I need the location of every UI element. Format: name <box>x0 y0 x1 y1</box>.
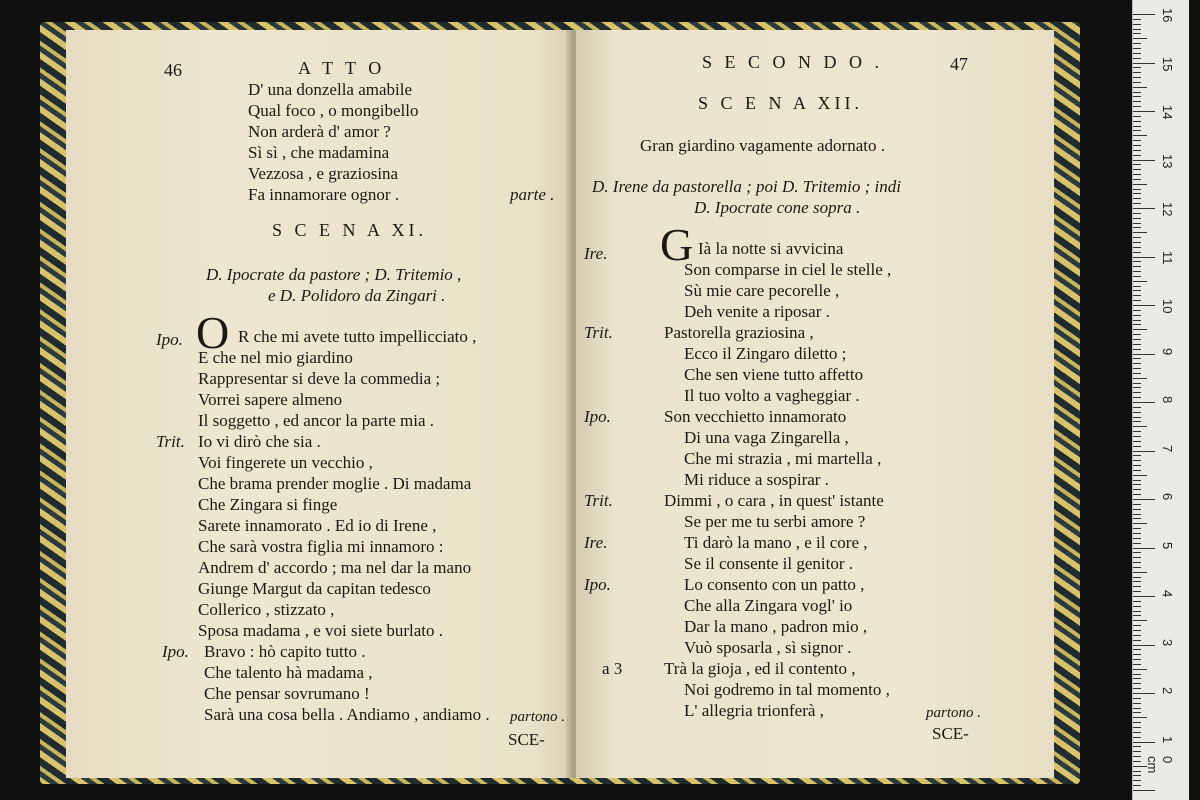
verse-line: Vuò sposarla , sì signor . <box>684 638 852 657</box>
ruler-tick <box>1133 19 1141 20</box>
ruler-tick <box>1133 518 1141 519</box>
verse-line: Deh venite a riposar . <box>684 302 830 321</box>
ruler-tick <box>1133 562 1141 563</box>
ruler-tick <box>1133 577 1141 578</box>
verse-line: Vorrei sapere almeno <box>198 390 343 409</box>
ruler-tick <box>1133 775 1141 776</box>
ruler-tick <box>1133 722 1141 723</box>
ruler-number: 9 <box>1160 347 1175 355</box>
verse-line: Trà la gioja , ed il contento , <box>664 659 856 678</box>
ruler-tick <box>1133 645 1155 646</box>
verse-line: Il soggetto , ed ancor la parte mia . <box>198 411 435 430</box>
ruler-tick <box>1133 591 1141 592</box>
ruler-tick <box>1133 247 1141 248</box>
scene-setting: D. Ipocrate da pastore ; D. Tritemio , <box>206 265 462 284</box>
ruler-tick <box>1133 441 1141 442</box>
ruler-tick <box>1133 155 1141 156</box>
stage-direction: partono . <box>510 709 566 725</box>
ruler-unit: 0 cm <box>1145 756 1175 774</box>
ruler-tick <box>1133 48 1141 49</box>
ruler-number: 6 <box>1160 493 1175 501</box>
ruler-tick <box>1133 179 1141 180</box>
ruler-tick <box>1133 242 1141 243</box>
ruler-tick <box>1133 455 1141 456</box>
scene-title: S C E N A XI. <box>272 220 428 240</box>
right-page <box>576 30 1054 778</box>
ruler-tick <box>1133 174 1141 175</box>
ruler-tick <box>1133 218 1141 219</box>
ruler-tick <box>1133 746 1141 747</box>
ruler-number: 7 <box>1160 444 1175 452</box>
ruler-tick <box>1133 101 1141 102</box>
ruler-tick <box>1133 276 1141 277</box>
verse-line: Ti darò la mano , e il core , <box>684 533 868 552</box>
ruler-tick <box>1133 470 1141 471</box>
ruler-tick <box>1133 358 1141 359</box>
scene-title: S C E N A XII. <box>698 93 864 113</box>
ruler-tick <box>1133 213 1141 214</box>
scene-setting: e D. Polidoro da Zingari . <box>268 286 446 305</box>
verse-line: Vezzosa , e graziosina <box>248 164 399 183</box>
left-page <box>66 30 572 778</box>
ruler-tick <box>1133 305 1155 306</box>
ruler-tick <box>1133 465 1141 466</box>
ruler-tick <box>1133 397 1141 398</box>
ruler-tick <box>1133 261 1141 262</box>
speaker-label: Ipo. <box>584 575 611 594</box>
ruler-tick <box>1133 121 1141 122</box>
ruler-tick <box>1133 339 1141 340</box>
verse-line: Bravo : hò capito tutto . <box>204 642 366 661</box>
ruler-tick <box>1133 378 1147 379</box>
verse-line: R che mi avete tutto impellicciato , <box>238 327 477 346</box>
ruler-tick <box>1133 509 1141 510</box>
ruler-tick <box>1133 87 1147 88</box>
ruler-tick <box>1133 111 1155 112</box>
ruler-tick <box>1133 387 1141 388</box>
ruler-tick <box>1133 727 1141 728</box>
ruler-tick <box>1133 324 1141 325</box>
ruler-tick <box>1133 630 1141 631</box>
verse-line: Dar la mano , padron mio , <box>684 617 868 636</box>
ruler-tick <box>1133 368 1141 369</box>
verse-line: D' una donzella amabile <box>248 80 413 99</box>
verse-line: Dimmi , o cara , in quest' istante <box>664 491 884 510</box>
ruler-tick <box>1133 354 1155 355</box>
ruler-tick <box>1133 756 1141 757</box>
ruler-tick <box>1133 552 1141 553</box>
ruler-tick <box>1133 499 1155 500</box>
ruler-tick <box>1133 601 1141 602</box>
verse-line: Se il consente il genitor . <box>684 554 854 573</box>
ruler-tick <box>1133 82 1141 83</box>
ruler-tick <box>1133 421 1141 422</box>
ruler-tick <box>1133 586 1141 587</box>
ruler-tick <box>1133 548 1155 549</box>
verse-line: Mi riduce a sospirar . <box>684 470 829 489</box>
verse-line: Sarete innamorato . Ed io di Irene , <box>198 516 437 535</box>
ruler-tick <box>1133 494 1141 495</box>
ruler-tick <box>1133 475 1147 476</box>
ruler-tick <box>1133 674 1141 675</box>
ruler-tick <box>1133 693 1155 694</box>
ruler-tick <box>1133 189 1141 190</box>
speaker-label: Ipo. <box>156 330 183 349</box>
ruler-tick <box>1133 140 1141 141</box>
ruler-tick <box>1133 407 1141 408</box>
ruler-tick <box>1133 43 1141 44</box>
ruler-tick <box>1133 514 1141 515</box>
ruler-number: 4 <box>1160 590 1175 598</box>
scene-setting: D. Ipocrate cone sopra . <box>694 198 861 217</box>
ruler-tick <box>1133 198 1141 199</box>
ruler-tick <box>1133 611 1141 612</box>
ruler-tick <box>1133 252 1141 253</box>
ruler-number: 2 <box>1160 687 1175 695</box>
ruler-tick <box>1133 160 1155 161</box>
verse-line: Son comparse in ciel le stelle , <box>684 260 892 279</box>
verse-line: Che talento hà madama , <box>204 663 373 682</box>
ruler-tick <box>1133 678 1141 679</box>
verse-line: E che nel mio giardino <box>198 348 353 367</box>
ruler-tick <box>1133 732 1141 733</box>
speaker-label: Ipo. <box>584 407 611 426</box>
ruler-tick <box>1133 480 1141 481</box>
ruler-tick <box>1133 484 1141 485</box>
ruler-tick <box>1133 581 1141 582</box>
ruler-tick <box>1133 683 1141 684</box>
ruler-tick <box>1133 77 1141 78</box>
page-number: 46 <box>164 60 182 80</box>
verse-line: Andrem d' accordo ; ma nel dar la mano <box>198 558 472 577</box>
ruler-tick <box>1133 24 1141 25</box>
ruler-tick <box>1133 635 1141 636</box>
verse-line: Son vecchietto innamorato <box>664 407 847 426</box>
ruler-tick <box>1133 126 1141 127</box>
ruler-tick <box>1133 669 1147 670</box>
ruler-tick <box>1133 286 1141 287</box>
ruler-tick <box>1133 281 1147 282</box>
ruler-tick <box>1133 290 1141 291</box>
ruler-tick <box>1133 436 1141 437</box>
catchword: SCE- <box>508 730 545 749</box>
running-head: A T T O <box>298 58 386 78</box>
stage-direction: parte . <box>510 185 555 204</box>
ruler-tick <box>1133 698 1141 699</box>
ruler-tick <box>1133 703 1141 704</box>
ruler-tick <box>1133 615 1141 616</box>
verse-line: Ecco il Zingaro diletto ; <box>684 344 847 363</box>
verse-line: Noi godremo in tal momento , <box>684 680 890 699</box>
ruler-tick <box>1133 208 1155 209</box>
ruler-tick <box>1133 232 1147 233</box>
ruler-tick <box>1133 223 1141 224</box>
verse-line: Che sen viene tutto affetto <box>684 365 864 384</box>
ruler-tick <box>1133 596 1155 597</box>
ruler-tick <box>1133 63 1155 64</box>
verse-line: Collerico , stizzato , <box>198 600 335 619</box>
speaker-label: Trit. <box>584 491 613 510</box>
ruler-tick <box>1133 392 1141 393</box>
ruler-tick <box>1133 72 1141 73</box>
scene-location: Gran giardino vagamente adornato . <box>640 136 885 155</box>
ruler-tick <box>1133 334 1141 335</box>
ruler-tick <box>1133 572 1147 573</box>
ruler-tick <box>1133 169 1141 170</box>
drop-cap: G <box>660 219 694 270</box>
speaker-label: Ipo. <box>162 642 189 661</box>
verse-line: Non arderà d' amor ? <box>248 122 391 141</box>
ruler-tick <box>1133 538 1141 539</box>
ruler-tick <box>1133 383 1141 384</box>
ruler-tick <box>1133 116 1141 117</box>
ruler-tick <box>1133 96 1141 97</box>
verse-line: Sarà una cosa bella . Andiamo , andiamo . <box>204 705 490 724</box>
ruler-number: 16 <box>1160 8 1175 23</box>
ruler-tick <box>1133 431 1141 432</box>
ruler-number: 5 <box>1160 541 1175 549</box>
ruler-tick <box>1133 771 1141 772</box>
verse-line: Che sarà vostra figlia mi innamoro : <box>198 537 444 556</box>
ruler-tick <box>1133 58 1141 59</box>
catchword: SCE- <box>932 724 969 743</box>
ruler-tick <box>1133 227 1141 228</box>
stage-direction: partono . <box>926 705 982 721</box>
speaker-label: Trit. <box>584 323 613 342</box>
ruler-number: 14 <box>1160 105 1175 120</box>
ruler-tick <box>1133 363 1141 364</box>
ruler-tick <box>1133 460 1141 461</box>
verse-line: Che pensar sovrumano ! <box>204 684 370 703</box>
ruler-tick <box>1133 145 1141 146</box>
verse-line: Il tuo volto a vagheggiar . <box>684 386 860 405</box>
ruler-tick <box>1133 557 1141 558</box>
ruler-tick <box>1133 649 1141 650</box>
ruler-tick <box>1133 402 1155 403</box>
verse-line: Sù mie care pecorelle , <box>684 281 840 300</box>
ruler-number: 8 <box>1160 396 1175 404</box>
ruler-tick <box>1133 38 1147 39</box>
ruler-tick <box>1133 295 1141 296</box>
ruler-tick <box>1133 130 1141 131</box>
ruler-tick <box>1133 717 1147 718</box>
verse-line: Lo consento con un patto , <box>684 575 865 594</box>
ruler-tick <box>1133 14 1155 15</box>
ruler-tick <box>1133 135 1147 136</box>
ruler-tick <box>1133 688 1141 689</box>
ruler-tick <box>1133 417 1141 418</box>
ruler-tick <box>1133 184 1147 185</box>
ruler-number: 3 <box>1160 638 1175 646</box>
ruler-tick <box>1133 67 1141 68</box>
running-head: S E C O N D O . <box>702 52 884 72</box>
ruler-tick <box>1133 489 1141 490</box>
ruler-tick <box>1133 373 1141 374</box>
ruler-number: 12 <box>1160 202 1175 217</box>
ruler-tick <box>1133 761 1141 762</box>
ruler-tick <box>1133 664 1141 665</box>
ruler-tick <box>1133 780 1141 781</box>
ruler-tick <box>1133 320 1141 321</box>
ruler-tick <box>1133 106 1141 107</box>
ruler-tick <box>1133 790 1155 791</box>
ruler-tick <box>1133 504 1141 505</box>
verse-line: Ià la notte si avvicina <box>698 239 844 258</box>
ruler-tick <box>1133 742 1155 743</box>
verse-line: Che brama prender moglie . Di madama <box>198 474 472 493</box>
verse-line: Rappresentar si deve la commedia ; <box>198 369 441 388</box>
verse-line: Fa innamorare ognor . <box>248 185 400 204</box>
ruler-tick <box>1133 567 1141 568</box>
ruler-tick <box>1133 606 1141 607</box>
drop-cap: O <box>196 307 230 358</box>
measuring-ruler <box>1132 0 1189 800</box>
ruler-number: 11 <box>1160 250 1175 264</box>
verse-line: Di una vaga Zingarella , <box>684 428 849 447</box>
ruler-tick <box>1133 92 1141 93</box>
speaker-label: Ire. <box>584 244 608 263</box>
ruler-tick <box>1133 543 1141 544</box>
verse-line: Che mi strazia , mi martella , <box>684 449 882 468</box>
ruler-tick <box>1133 266 1141 267</box>
ruler-tick <box>1133 708 1141 709</box>
ruler-tick <box>1133 446 1141 447</box>
verse-line: Se per me tu serbi amore ? <box>684 512 866 531</box>
verse-line: Che alla Zingara vogl' io <box>684 596 853 615</box>
ruler-tick <box>1133 640 1141 641</box>
ruler-tick <box>1133 203 1141 204</box>
ruler-tick <box>1133 751 1141 752</box>
verse-line: Qual foco , o mongibello <box>248 101 419 120</box>
ruler-tick <box>1133 237 1141 238</box>
ruler-tick <box>1133 785 1141 786</box>
ruler-tick <box>1133 625 1141 626</box>
ruler-tick <box>1133 654 1141 655</box>
ruler-tick <box>1133 451 1155 452</box>
ruler-number: 15 <box>1160 56 1175 71</box>
ruler-tick <box>1133 349 1141 350</box>
ruler-tick <box>1133 528 1141 529</box>
verse-line: Voi fingerete un vecchio , <box>198 453 373 472</box>
verse-line: L' allegria trionferà , <box>684 701 824 720</box>
ruler-tick <box>1133 315 1141 316</box>
ruler-number: 10 <box>1160 299 1175 314</box>
page-number: 47 <box>950 54 968 74</box>
ruler-number: 13 <box>1160 153 1175 168</box>
scene-setting: D. Irene da pastorella ; poi D. Tritemio ; indi <box>592 177 901 196</box>
verse-line: Giunge Margut da capitan tedesco <box>198 579 431 598</box>
verse-line: Sì sì , che madamina <box>248 143 390 162</box>
ruler-tick <box>1133 329 1147 330</box>
ruler-tick <box>1133 737 1141 738</box>
ruler-tick <box>1133 712 1141 713</box>
ruler-tick <box>1133 620 1147 621</box>
ruler-tick <box>1133 33 1141 34</box>
ruler-tick <box>1133 412 1141 413</box>
verse-line: Sposa madama , e voi siete burlato . <box>198 621 444 640</box>
ruler-tick <box>1133 29 1141 30</box>
ruler-number: 1 <box>1160 735 1175 743</box>
ruler-tick <box>1133 310 1141 311</box>
ruler-tick <box>1133 300 1141 301</box>
ruler-tick <box>1133 523 1147 524</box>
ruler-tick <box>1133 53 1141 54</box>
speaker-label: a 3 <box>602 659 623 678</box>
ruler-tick <box>1133 659 1141 660</box>
verse-line: Che Zingara si finge <box>198 495 338 514</box>
ruler-tick <box>1133 426 1147 427</box>
ruler-tick <box>1133 193 1141 194</box>
ruler-tick <box>1133 533 1141 534</box>
ruler-tick <box>1133 344 1141 345</box>
ruler-tick <box>1133 164 1141 165</box>
ruler-tick <box>1133 150 1141 151</box>
speaker-label: Trit. <box>156 432 185 451</box>
speaker-label: Ire. <box>584 533 608 552</box>
ruler-tick <box>1133 257 1155 258</box>
verse-line: Pastorella graziosina , <box>664 323 814 342</box>
verse-line: Io vi dirò che sia . <box>198 432 321 451</box>
ruler-tick <box>1133 271 1141 272</box>
